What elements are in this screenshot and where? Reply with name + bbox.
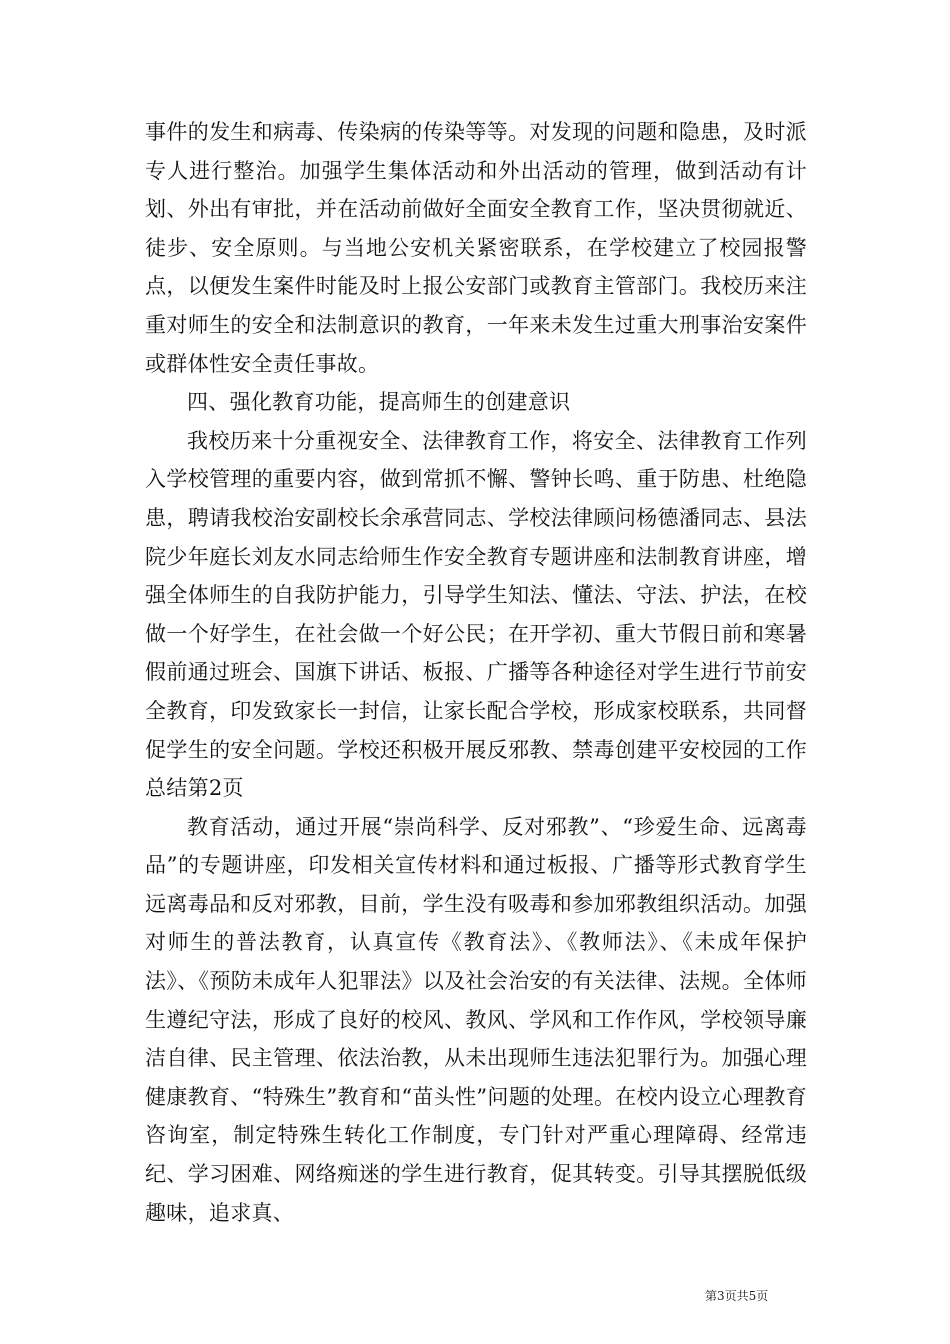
document-body	[145, 113, 807, 1232]
paragraph-safety-law-education: 我校历来十分重视安全、法律教育工作，将安全、法律教育工作列入学校管理的重要内容，做到常抓不懈、警钟长鸣、重于防患、杜绝隐患，聘请我校治安副校长余承营同志、学校法律顾问杨德潘同志、县法院少年庭长刘友水同志给师生作安全教育专题讲座和法制教育讲座，增强全体师生的自我防护能力，引导学生知法、懂法、守法、护法，在校做一个好学生，在社会做一个好公民；在开学初、重大节假日前和寒暑假前通过班会、国旗下讲话、板报、广播等各种途径对学生进行节前安全教育，印发致家长一封信，让家长配合学校，形成家校联系，共同督促学生的安全问题。学校还积极开展反邪教、禁毒创建平安校园的工作总结第2页	[145, 428, 807, 801]
page-number: 第3页共5页	[705, 1289, 769, 1303]
paragraph-education-activities: 教育活动，通过开展“崇尚科学、反对邪教”、“珍爱生命、远离毒品”的专题讲座，印发相关宣传材料和通过板报、广播等形式教育学生远离毒品和反对邪教，目前，学生没有吸毒和参加邪教组织活动。加强对师生的普法教育，认真宣传《教育法》、《教师法》、《未成年保护法》、《预防未成年人犯罪法》以及社会治安的有关法律、法规。全体师生遵纪守法，形成了良好的校风、教风、学风和工作作风，学校领导廉洁自律、民主管理、依法治教，从未出现师生违法犯罪行为。加强心理健康教育、“特殊生”教育和“苗头性”问题的处理。在校内设立心理教育咨询室，制定特殊生转化工作制度，专门针对严重心理障碍、经常违纪、学习困难、网络痴迷的学生进行教育，促其转变。引导其摆脱低级趣味，追求真、	[145, 814, 807, 1225]
section-heading: 四、强化教育功能，提高师生的创建意识	[187, 390, 571, 415]
paragraph-continuation: 事件的发生和病毒、传染病的传染等等。对发现的问题和隐患，及时派专人进行整治。加强学生集体活动和外出活动的管理，做到活动有计划、外出有审批，并在活动前做好全面安全教育工作，坚决贯彻就近、徒步、安全原则。与当地公安机关紧密联系，在学校建立了校园报警点，以便发生案件时能及时上报公安部门或教育主管部门。我校历来注重对师生的安全和法制意识的教育，一年来未发生过重大刑事治安案件或群体性安全责任事故。	[145, 120, 807, 376]
